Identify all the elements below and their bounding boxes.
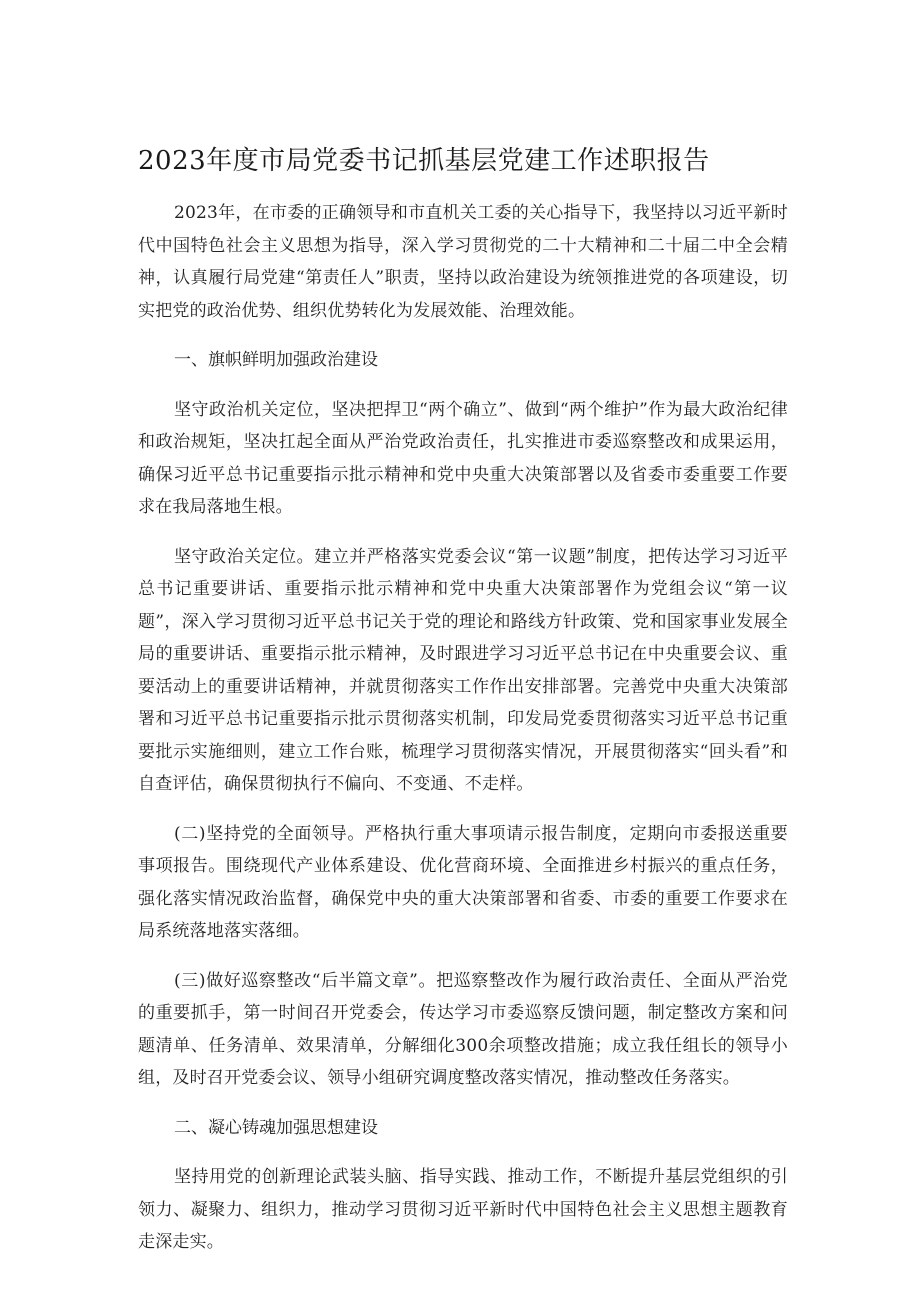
intro-paragraph: 2023年，在市委的正确领导和市直机关工委的关心指导下，我坚持以习近平新时代中国特色社会主义思想为指导，深入学习贯彻党的二十大精神和二十届二中全会精神，认真履行局党建“第责任人”职责，坚持以政治建设为统领推进党的各项建设，切实把党的政治优势、组织优势转化为发展效能、治理效能。 <box>138 203 788 321</box>
section-heading-2: 二、凝心铸魂加强思想建设 <box>174 1117 378 1138</box>
body-paragraph: (二)坚持党的全面领导。严格执行重大事项请示报告制度，定期向市委报送重要事项报告。围绕现代产业体系建设、优化营商环境、全面推进乡村振兴的重点任务，强化落实情况政治监督，确保党中央的重大决策部署和省委、市委的重要工作要求在局系统落地落实落细。 <box>138 823 788 941</box>
body-paragraph: 坚守政治机关定位，坚决把捍卫“两个确立”、做到“两个维护”作为最大政治纪律和政治规矩，坚决扛起全面从严治党政治责任，扎实推进市委巡察整改和成果运用，确保习近平总书记重要指示批示精神和党中央重大决策部署以及省委市委重要工作要求在我局落地生根。 <box>138 399 788 517</box>
body-paragraph: 坚持用党的创新理论武装头脑、指导实践、推动工作，不断提升基层党组织的引领力、凝聚力、组织力，推动学习贯彻习近平新时代中国特色社会主义思想主题教育走深走实。 <box>138 1167 788 1252</box>
body-paragraph: (三)做好巡察整改“后半篇文章”。把巡察整改作为履行政治责任、全面从严治党的重要抓手，第一时间召开党委会，传达学习市委巡察反馈问题，制定整改方案和问题清单、任务清单、效果清单，分解细化300余项整改措施；成立我任组长的领导小组，及时召开党委会议、领导小组研究调度整改落实情况，推动整改任务落实。 <box>138 970 788 1088</box>
body-paragraph: 坚守政治关定位。建立并严格落实党委会议“第一议题”制度，把传达学习习近平总书记重要讲话、重要指示批示精神和党中央重大决策部署作为党组会议“第一议题”，深入学习贯彻习近平总书记关于党的理论和路线方针政策、党和国家事业发展全局的重要讲话、重要指示批示精神，及时跟进学习习近平总书记在中央重要会议、重要活动上的重要讲话精神，并就贯彻落实工作作出安排部署。完善党中央重大决策部署和习近平总书记重要指示批示贯彻落实机制，印发局党委贯彻落实习近平总书记重要批示实施细则，建立工作台账，梳理学习贯彻落实情况，开展贯彻落实“回头看”和自查评估，确保贯彻执行不偏向、不变通、不走样。 <box>138 546 788 794</box>
document-body <box>138 197 788 1276</box>
document-title: 2023年度市局党委书记抓基层党建工作述职报告 <box>138 146 710 176</box>
section-heading-1: 一、旗帜鲜明加强政治建设 <box>174 350 378 370</box>
